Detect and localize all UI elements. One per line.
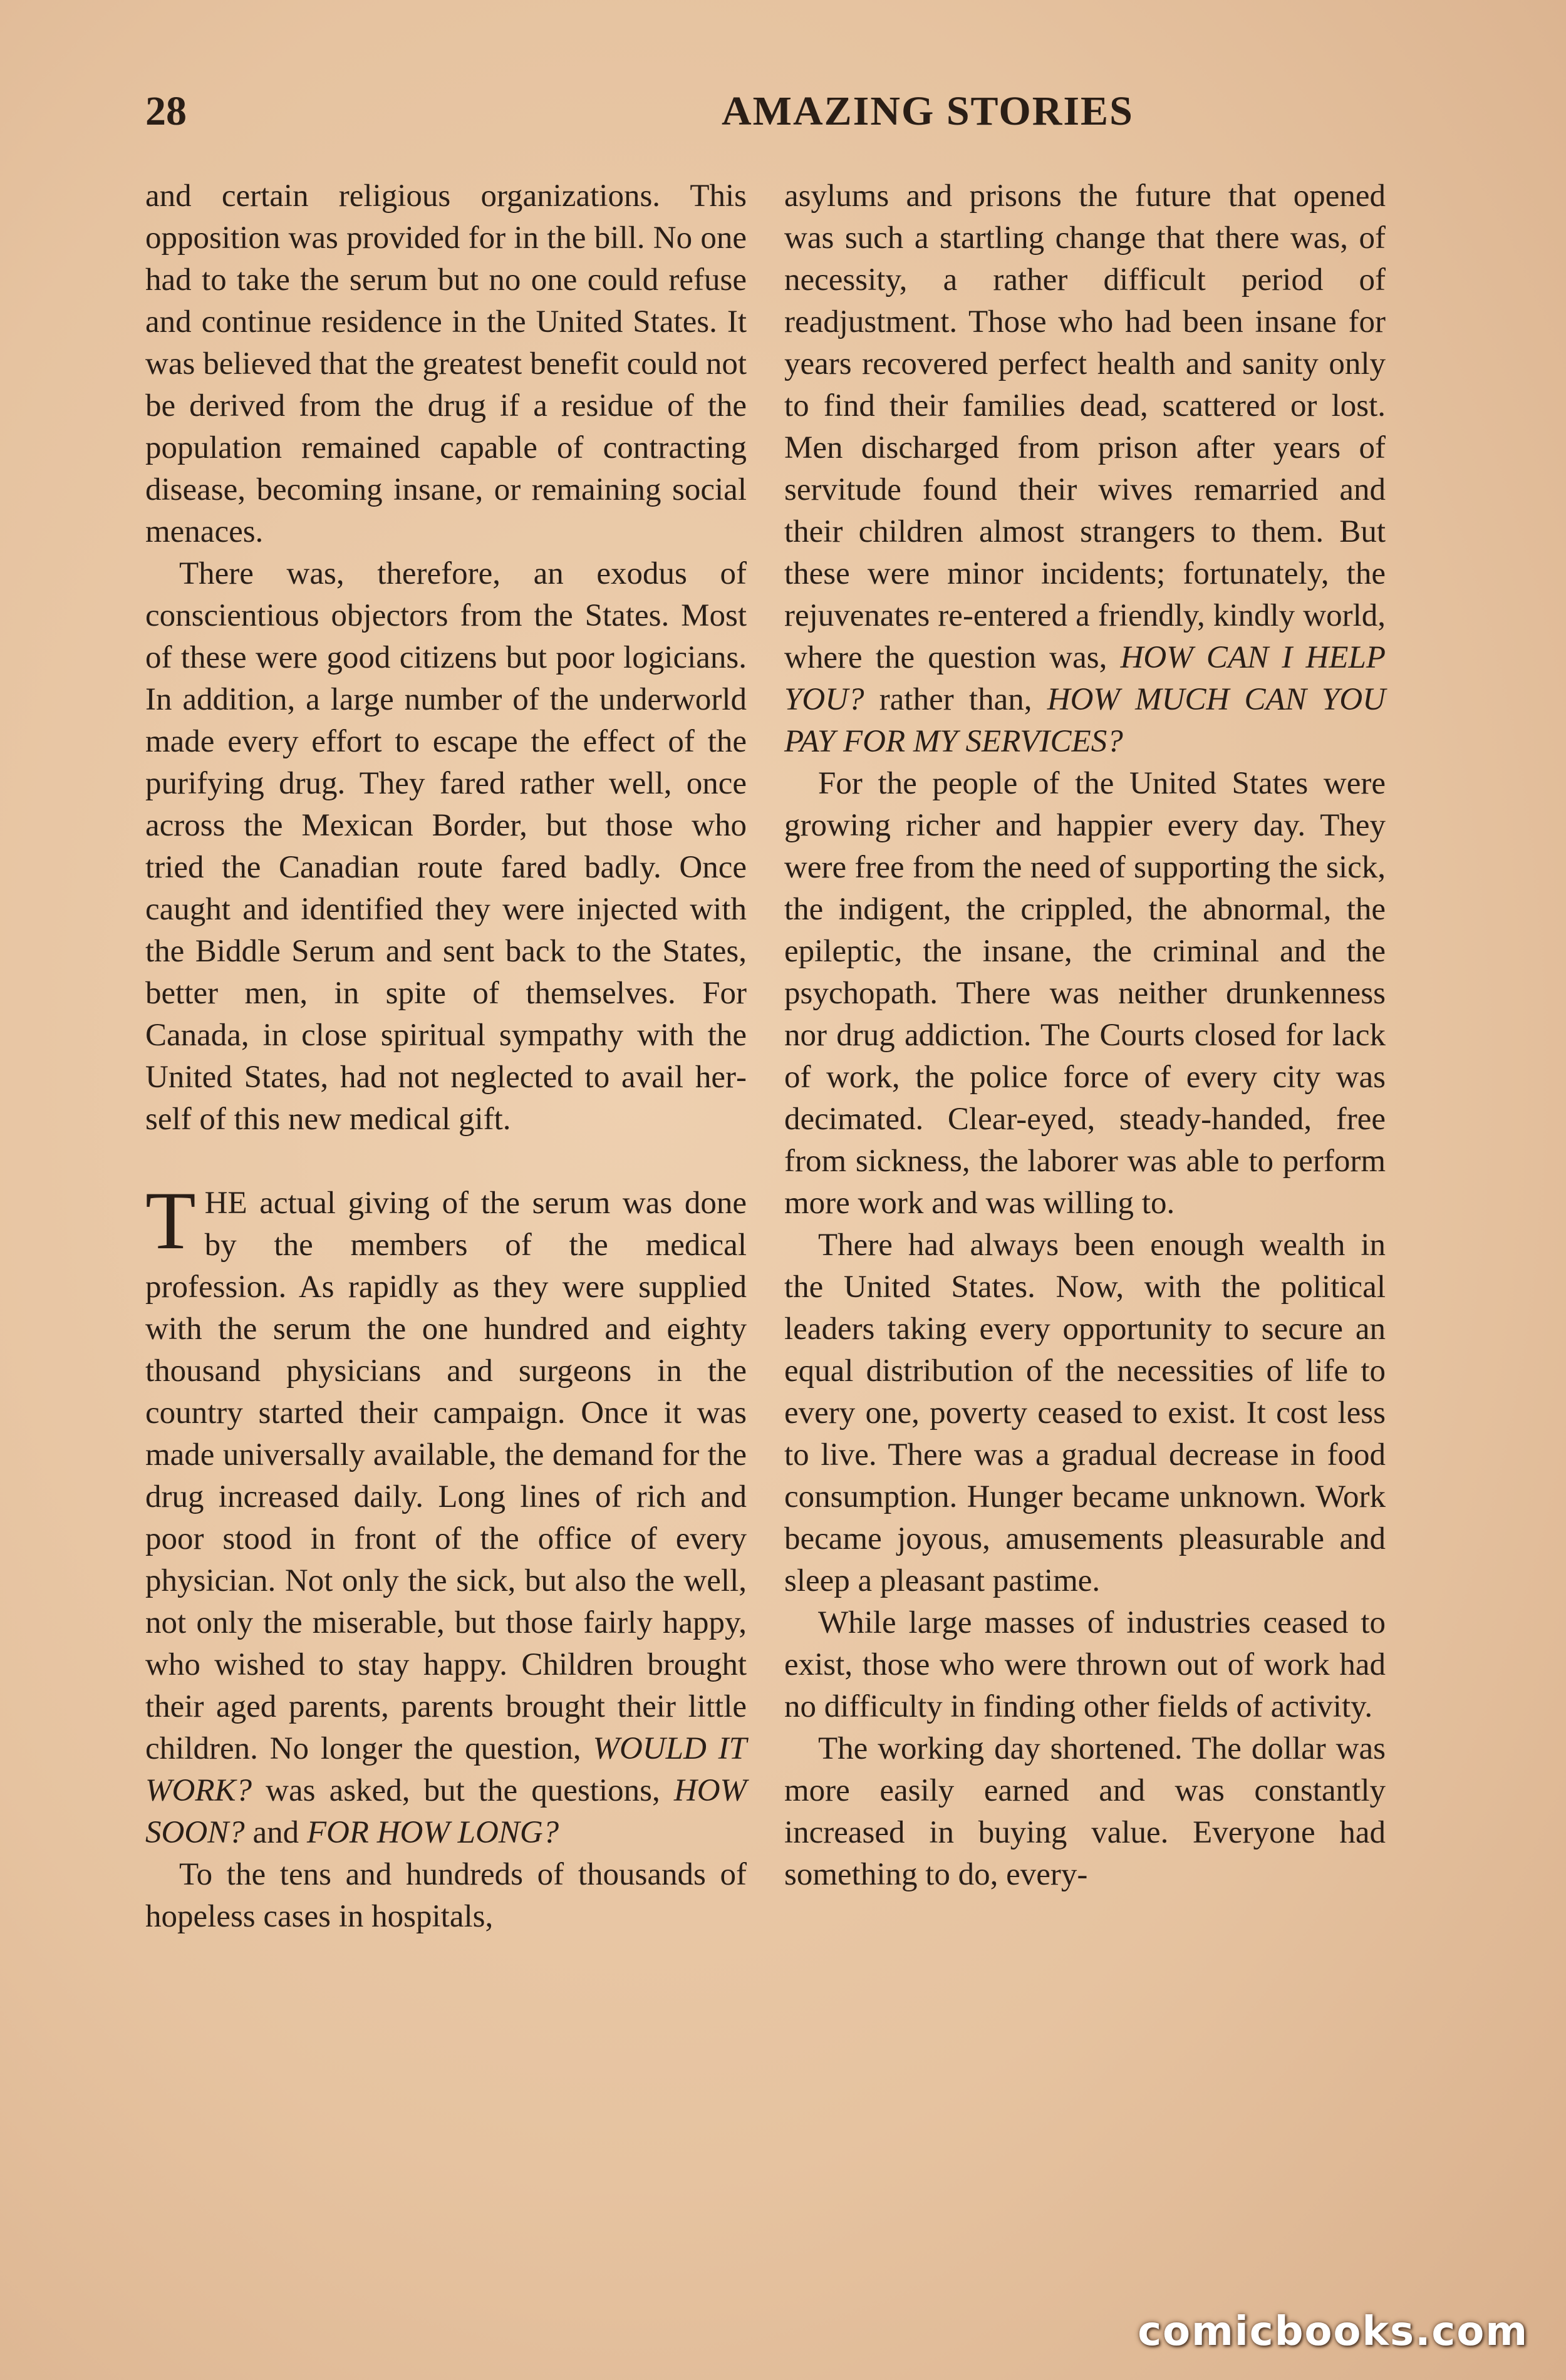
paragraph: There had always been enough wealth in the United States. Now, with the political leaders taking every opportunity to secure an equal distribution of the necessities of life to every one, poverty ceased to exist. It cost less to live. There was a gradual decrease in food consumption. Hunger became unknown. Work became joyous, amusements pleasurable and sleep a pleasant pastime. [784,1228,1386,1598]
right-column [784,175,1386,1896]
paragraph: While large masses of industries ceased to exist, those who were thrown out of work had no difficulty in finding other fields of activity. [784,1605,1386,1724]
italic-phrase: HOW MUCH CAN YOU PAY FOR MY SERVICES? [784,682,1386,759]
paragraph-text: HE actual giving of the serum was done by the members of the medical profession. As rapidly as they were supplied with the serum the one hundred and eighty thousand physicians and surgeons in the country started their campaign. Once it was made universally available, the demand for the drug increased daily. Long lines of rich and poor stood in front of the office of every physician. Not only the sick, but also the well, not only the miserable, but those fairly happy, who wished to stay happy. Children brought their aged parents, parents brought their little children. No longer the question, [145,1186,747,1766]
italic-phrase: FOR HOW LONG? [306,1815,559,1850]
paragraph-text: asylums and prisons the future that opened was such a startling change that there was, of necessity, a rather difficult period of readjustment. Those who had been insane for years recovered perfect health and sanity only to find their families dead, scattered or lost. Men discharged from prison after years of servitude found their wives remarried and their children almost strangers to them. But these were minor incidents; fortunately, the rejuvenates re-entered a friendly, kindly world, where the question was, [784,178,1386,675]
paragraph-text: rather than, [879,682,1032,717]
paragraph: There was, therefore, an exodus of conscientious objectors from the States. Most of these were good citizens but poor logicians. In addition, a large number of the underworld made every effort to escape the effect of the purifying drug. They fared rather well, once across the Mexican Border, but those who tried the Canadian route fared badly. Once caught and identified they were injected with the Biddle Serum and sent back to the States, better men, in spite of themselves. For Canada, in close spiritual sympathy with the United States, had not neglected to avail herself of this new medical gift. [145,556,747,1137]
paragraph-text: was asked, but the questions, [266,1773,660,1808]
left-column [145,175,747,1938]
page-header [145,88,1398,150]
watermark: comicbooks.com [1138,2309,1528,2355]
magazine-title: AMAZING STORIES [722,88,1134,134]
paragraph [784,175,1386,763]
paragraph: To the tens and hundreds of thousands of hopeless cases in hospitals, [145,1857,747,1934]
paragraph-text: and [252,1815,299,1850]
paragraph: For the people of the United States were growing richer and happier every day. They were free from the need of supporting the sick, the indigent, the crippled, the abnormal, the epileptic, the insane, the criminal and the psychopath. There was neither drunkenness nor drug addiction. The Courts closed for lack of work, the police force of every city was decimated. Clear-eyed, steady-handed, free from sickness, the laborer was able to perform more work and was willing to. [784,766,1386,1221]
italic-phrase: HOW SOON? [145,1773,747,1850]
italic-phrase: WOULD IT WORK? [145,1731,747,1808]
paragraph-dropcap [145,1174,747,1854]
italic-phrase: HOW CAN I HELP YOU? [784,640,1386,717]
paragraph: and certain religious organizations. This opposition was provided for in the bill. No one had to take the serum but no one could refuse and continue residence in the United States. It was believed that the greatest benefit could not be derived from the drug if a residue of the population remained capable of contracting disease, becoming insane, or remaining social menaces. [145,178,747,549]
paragraph: The working day shortened. The dollar was more easily earned and was constantly increased in buying value. Everyone had something to do, every- [784,1731,1386,1892]
page-number: 28 [145,88,187,134]
drop-cap: T [145,1174,196,1266]
